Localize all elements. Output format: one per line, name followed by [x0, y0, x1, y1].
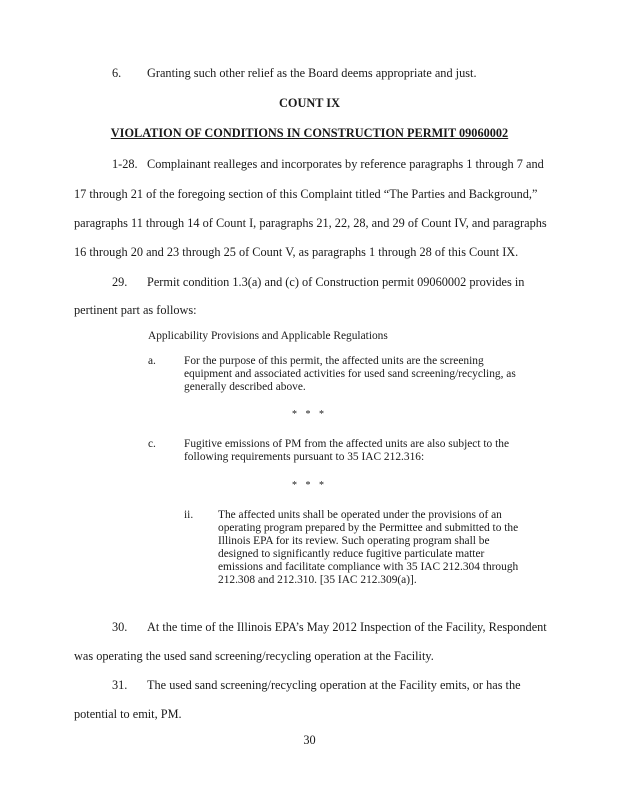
quote-item-ii-line: Illinois EPA for its review. Such operating program shall be	[218, 535, 490, 547]
count-heading: COUNT IX	[279, 96, 340, 110]
para-1-28-line: Complainant realleges and incorporates by reference paragraphs 1 through 7 and	[147, 157, 544, 171]
para-31-line: The used sand screening/recycling operation at the Facility emits, or has the	[147, 678, 521, 692]
para-30-line: was operating the used sand screening/recycling operation at the Facility.	[74, 649, 434, 663]
para-31-number: 31.	[112, 678, 128, 692]
quote-item-ii-line: designed to significantly reduce fugitive particulate matter	[218, 548, 485, 560]
quote-item-c-line: following requirements pursuant to 35 IAC 212.316:	[184, 451, 425, 463]
quote-heading: Applicability Provisions and Applicable Regulations	[148, 330, 388, 342]
para-29-number: 29.	[112, 275, 128, 289]
quote-item-c-label: c.	[148, 438, 156, 450]
quote-item-ii-line: operating program prepared by the Permittee and submitted to the	[218, 522, 519, 534]
quote-item-a-line: equipment and associated activities for used sand screening/recycling, as	[184, 368, 516, 380]
quote-item-a-label: a.	[148, 355, 156, 367]
quote-item-ii-label: ii.	[184, 509, 194, 521]
quote-item-c-line: Fugitive emissions of PM from the affected units are also subject to the	[184, 438, 509, 450]
para-1-28-line: 16 through 20 and 23 through 25 of Count V, as paragraphs 1 through 28 of this Count IX.	[74, 245, 519, 259]
para-1-28-line: 17 through 21 of the foregoing section of this Complaint titled “The Parties and Background,”	[74, 187, 538, 201]
quote-ellipsis: * * *	[292, 480, 327, 491]
quote-ellipsis: * * *	[292, 409, 327, 420]
page-number: 30	[303, 733, 316, 747]
para-1-28-line: paragraphs 11 through 14 of Count I, paragraphs 21, 22, 28, and 29 of Count IV, and paragraphs	[74, 216, 547, 230]
item-6-number: 6.	[112, 66, 122, 80]
violation-heading: VIOLATION OF CONDITIONS IN CONSTRUCTION PERMIT 09060002	[110, 126, 509, 140]
quote-item-ii-line: emissions and facilitate compliance with 35 IAC 212.304 through	[218, 561, 519, 573]
quote-item-a-line: For the purpose of this permit, the affected units are the screening	[184, 355, 484, 367]
quote-item-ii-line: 212.308 and 212.310. [35 IAC 212.309(a)].	[218, 574, 417, 586]
para-30-line: At the time of the Illinois EPA’s May 2012 Inspection of the Facility, Respondent	[147, 620, 547, 634]
quote-item-ii-line: The affected units shall be operated under the provisions of an	[218, 509, 502, 521]
para-1-28-number: 1-28.	[112, 157, 138, 171]
item-6-text: Granting such other relief as the Board deems appropriate and just.	[147, 66, 477, 80]
para-31-line: potential to emit, PM.	[74, 707, 182, 721]
para-30-number: 30.	[112, 620, 128, 634]
para-29-line: Permit condition 1.3(a) and (c) of Construction permit 09060002 provides in	[147, 275, 525, 289]
quote-item-a-line: generally described above.	[184, 381, 306, 393]
para-29-line: pertinent part as follows:	[74, 303, 197, 317]
